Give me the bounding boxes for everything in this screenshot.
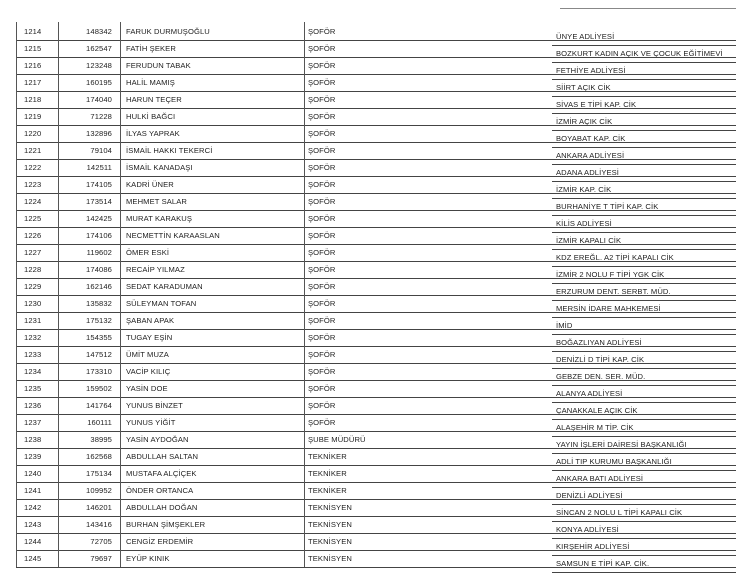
unit-cell: YAYIN İŞLERİ DAİRESİ BAŞKANLIĞI: [556, 440, 687, 449]
row-number-cell: 1222: [24, 163, 42, 172]
registry-number-cell: 71228: [90, 112, 112, 121]
unit-cell: KİLİS ADLİYESİ: [556, 219, 612, 228]
unit-cell: ERZURUM DENT. SERBT. MÜD.: [556, 287, 671, 296]
unit-cell: FETHİYE ADLİYESİ: [556, 66, 626, 75]
row-number-cell: 1228: [24, 265, 42, 274]
row-number-cell: 1237: [24, 418, 42, 427]
registry-number-cell: 119602: [86, 248, 112, 257]
registry-number-cell: 79104: [90, 146, 112, 155]
row-number-cell: 1242: [24, 503, 42, 512]
full-name-cell: FATİH ŞEKER: [126, 44, 176, 53]
full-name-cell: FERUDUN TABAK: [126, 61, 191, 70]
full-name-cell: ABDULLAH DOĞAN: [126, 503, 198, 512]
row-number-cell: 1225: [24, 214, 42, 223]
unit-cell: ADLİ TIP KURUMU BAŞKANLIĞI: [556, 457, 672, 466]
full-name-cell: YASİN DOE: [126, 384, 168, 393]
row-number-cell: 1230: [24, 299, 42, 308]
registry-number-cell: 79697: [90, 554, 112, 563]
unit-cell: İMİD: [556, 321, 573, 330]
row-number-cell: 1217: [24, 78, 42, 87]
registry-number-cell: 148342: [86, 27, 112, 36]
registry-number-cell: 123248: [86, 61, 112, 70]
row-number-cell: 1239: [24, 452, 42, 461]
registry-number-cell: 175132: [86, 316, 112, 325]
column-divider: [58, 549, 59, 568]
column-divider: [16, 549, 17, 568]
unit-cell: KDZ EREĞL. A2 TİPİ KAPALI CİK: [556, 253, 674, 262]
full-name-cell: ŞABAN APAK: [126, 316, 175, 325]
column-divider: [120, 549, 121, 568]
full-name-cell: VACİP KILIÇ: [126, 367, 171, 376]
position-cell: ŞOFÖR: [308, 112, 336, 121]
unit-cell: GEBZE DEN. SER. MÜD.: [556, 372, 646, 381]
unit-cell: İZMİR 2 NOLU F TİPİ YGK CİK: [556, 270, 665, 279]
full-name-cell: YUNUS YİĞİT: [126, 418, 176, 427]
position-cell: ŞOFÖR: [308, 384, 336, 393]
row-number-cell: 1231: [24, 316, 42, 325]
unit-underline: [552, 572, 736, 573]
registry-number-cell: 174040: [86, 95, 112, 104]
row-number-cell: 1219: [24, 112, 42, 121]
full-name-cell: YASİN AYDOĞAN: [126, 435, 189, 444]
row-number-cell: 1232: [24, 333, 42, 342]
scan-artifact-line: [560, 8, 736, 9]
position-cell: TEKNİSYEN: [308, 503, 352, 512]
unit-cell: İZMİR AÇIK CİK: [556, 117, 613, 126]
row-number-cell: 1214: [24, 27, 42, 36]
registry-number-cell: 159502: [86, 384, 112, 393]
position-cell: ŞOFÖR: [308, 350, 336, 359]
registry-number-cell: 72705: [90, 537, 112, 546]
position-cell: ŞUBE MÜDÜRÜ: [308, 435, 366, 444]
registry-number-cell: 162146: [86, 282, 112, 291]
position-cell: ŞOFÖR: [308, 163, 336, 172]
row-number-cell: 1227: [24, 248, 42, 257]
position-cell: ŞOFÖR: [308, 146, 336, 155]
full-name-cell: ABDULLAH SALTAN: [126, 452, 199, 461]
full-name-cell: NECMETTİN KARAASLAN: [126, 231, 220, 240]
registry-number-cell: 174086: [86, 265, 112, 274]
unit-cell: ADANA ADLİYESİ: [556, 168, 620, 177]
registry-number-cell: 162568: [86, 452, 112, 461]
position-cell: ŞOFÖR: [308, 316, 336, 325]
registry-number-cell: 146201: [86, 503, 112, 512]
registry-number-cell: 174105: [86, 180, 112, 189]
full-name-cell: EYÜP KINIK: [126, 554, 170, 563]
row-number-cell: 1216: [24, 61, 42, 70]
position-cell: TEKNİSYEN: [308, 554, 352, 563]
registry-number-cell: 132896: [86, 129, 112, 138]
full-name-cell: ÖNDER ORTANCA: [126, 486, 194, 495]
position-cell: TEKNİSYEN: [308, 520, 352, 529]
registry-number-cell: 135832: [86, 299, 112, 308]
unit-cell: MERSİN İDARE MAHKEMESİ: [556, 304, 661, 313]
position-cell: ŞOFÖR: [308, 129, 336, 138]
row-number-cell: 1220: [24, 129, 42, 138]
unit-cell: ANKARA BATI ADLİYESİ: [556, 474, 644, 483]
position-cell: ŞOFÖR: [308, 265, 336, 274]
full-name-cell: İLYAS YAPRAK: [126, 129, 180, 138]
full-name-cell: SEDAT KARADUMAN: [126, 282, 203, 291]
row-rule: [16, 567, 736, 568]
registry-number-cell: 141764: [86, 401, 112, 410]
registry-number-cell: 143416: [86, 520, 112, 529]
position-cell: ŞOFÖR: [308, 27, 336, 36]
unit-cell: BURHANİYE T TİPİ KAP. CİK: [556, 202, 659, 211]
row-number-cell: 1244: [24, 537, 42, 546]
registry-number-cell: 109952: [86, 486, 112, 495]
full-name-cell: ÜMİT MUZA: [126, 350, 169, 359]
registry-number-cell: 173310: [86, 367, 112, 376]
full-name-cell: RECAİP YILMAZ: [126, 265, 185, 274]
row-number-cell: 1236: [24, 401, 42, 410]
unit-cell: BOĞAZLIYAN ADLİYESİ: [556, 338, 642, 347]
row-number-cell: 1226: [24, 231, 42, 240]
unit-cell: DENİZLİ ADLİYESİ: [556, 491, 623, 500]
full-name-cell: BURHAN ŞİMŞEKLER: [126, 520, 206, 529]
full-name-cell: KADRİ ÜNER: [126, 180, 174, 189]
row-number-cell: 1241: [24, 486, 42, 495]
position-cell: ŞOFÖR: [308, 282, 336, 291]
registry-number-cell: 174106: [86, 231, 112, 240]
position-cell: ŞOFÖR: [308, 333, 336, 342]
registry-number-cell: 142425: [86, 214, 112, 223]
position-cell: TEKNİSYEN: [308, 537, 352, 546]
registry-number-cell: 147512: [86, 350, 112, 359]
registry-number-cell: 38995: [90, 435, 112, 444]
registry-number-cell: 154355: [86, 333, 112, 342]
unit-cell: İZMİR KAP. CİK: [556, 185, 612, 194]
full-name-cell: HARUN TEÇER: [126, 95, 182, 104]
unit-cell: ÇANAKKALE AÇIK CİK: [556, 406, 638, 415]
position-cell: ŞOFÖR: [308, 418, 336, 427]
row-number-cell: 1223: [24, 180, 42, 189]
position-cell: ŞOFÖR: [308, 367, 336, 376]
registry-number-cell: 175134: [86, 469, 112, 478]
full-name-cell: SÜLEYMAN TOFAN: [126, 299, 197, 308]
row-number-cell: 1240: [24, 469, 42, 478]
position-cell: ŞOFÖR: [308, 299, 336, 308]
full-name-cell: İSMAİL HAKKI TEKERCİ: [126, 146, 213, 155]
unit-cell: DENİZLİ D TİPİ KAP. CİK: [556, 355, 645, 364]
position-cell: ŞOFÖR: [308, 197, 336, 206]
full-name-cell: MUSTAFA ALÇİÇEK: [126, 469, 197, 478]
full-name-cell: İSMAİL KANADAŞI: [126, 163, 193, 172]
unit-cell: SİİRT AÇIK CİK: [556, 83, 611, 92]
unit-cell: ÜNYE ADLİYESİ: [556, 32, 615, 41]
unit-cell: SİNCAN 2 NOLU L TİPİ KAPALI CİK: [556, 508, 683, 517]
full-name-cell: CENGİZ ERDEMİR: [126, 537, 194, 546]
position-cell: ŞOFÖR: [308, 214, 336, 223]
row-number-cell: 1234: [24, 367, 42, 376]
unit-cell: ALANYA ADLİYESİ: [556, 389, 623, 398]
position-cell: ŞOFÖR: [308, 95, 336, 104]
table-row: [16, 549, 736, 568]
row-number-cell: 1235: [24, 384, 42, 393]
full-name-cell: MEHMET SALAR: [126, 197, 187, 206]
row-number-cell: 1245: [24, 554, 42, 563]
registry-number-cell: 160111: [87, 418, 112, 427]
unit-cell: ANKARA ADLİYESİ: [556, 151, 625, 160]
row-number-cell: 1243: [24, 520, 42, 529]
unit-cell: SİVAS E TİPİ KAP. CİK: [556, 100, 637, 109]
row-number-cell: 1218: [24, 95, 42, 104]
registry-number-cell: 160195: [86, 78, 112, 87]
full-name-cell: HALİL MAMIŞ: [126, 78, 175, 87]
position-cell: TEKNİKER: [308, 469, 347, 478]
registry-number-cell: 142511: [86, 163, 112, 172]
position-cell: ŞOFÖR: [308, 401, 336, 410]
row-number-cell: 1229: [24, 282, 42, 291]
full-name-cell: TUGAY EŞİN: [126, 333, 173, 342]
full-name-cell: ÖMER ESKİ: [126, 248, 170, 257]
unit-cell: KIRŞEHİR ADLİYESİ: [556, 542, 630, 551]
position-cell: TEKNİKER: [308, 452, 347, 461]
unit-cell: ALAŞEHİR M TİP. CİK: [556, 423, 634, 432]
registry-number-cell: 162547: [86, 44, 112, 53]
row-number-cell: 1238: [24, 435, 42, 444]
full-name-cell: FARUK DURMUŞOĞLU: [126, 27, 210, 36]
unit-cell: BOYABAT KAP. CİK: [556, 134, 626, 143]
column-divider: [304, 549, 305, 568]
row-number-cell: 1233: [24, 350, 42, 359]
unit-cell: BOZKURT KADIN AÇIK VE ÇOCUK EĞİTİMEVİ: [556, 49, 723, 58]
row-number-cell: 1221: [24, 146, 42, 155]
position-cell: ŞOFÖR: [308, 180, 336, 189]
full-name-cell: YUNUS BİNZET: [126, 401, 183, 410]
full-name-cell: HULKİ BAĞCI: [126, 112, 176, 121]
position-cell: ŞOFÖR: [308, 248, 336, 257]
position-cell: ŞOFÖR: [308, 61, 336, 70]
unit-cell: İZMİR KAPALI CİK: [556, 236, 622, 245]
full-name-cell: MURAT KARAKUŞ: [126, 214, 192, 223]
position-cell: ŞOFÖR: [308, 78, 336, 87]
row-number-cell: 1215: [24, 44, 42, 53]
row-number-cell: 1224: [24, 197, 42, 206]
position-cell: ŞOFÖR: [308, 231, 336, 240]
position-cell: TEKNİKER: [308, 486, 347, 495]
unit-cell: KONYA ADLİYESİ: [556, 525, 619, 534]
registry-number-cell: 173514: [86, 197, 112, 206]
unit-cell: SAMSUN E TİPİ KAP. CİK.: [556, 559, 650, 568]
position-cell: ŞOFÖR: [308, 44, 336, 53]
